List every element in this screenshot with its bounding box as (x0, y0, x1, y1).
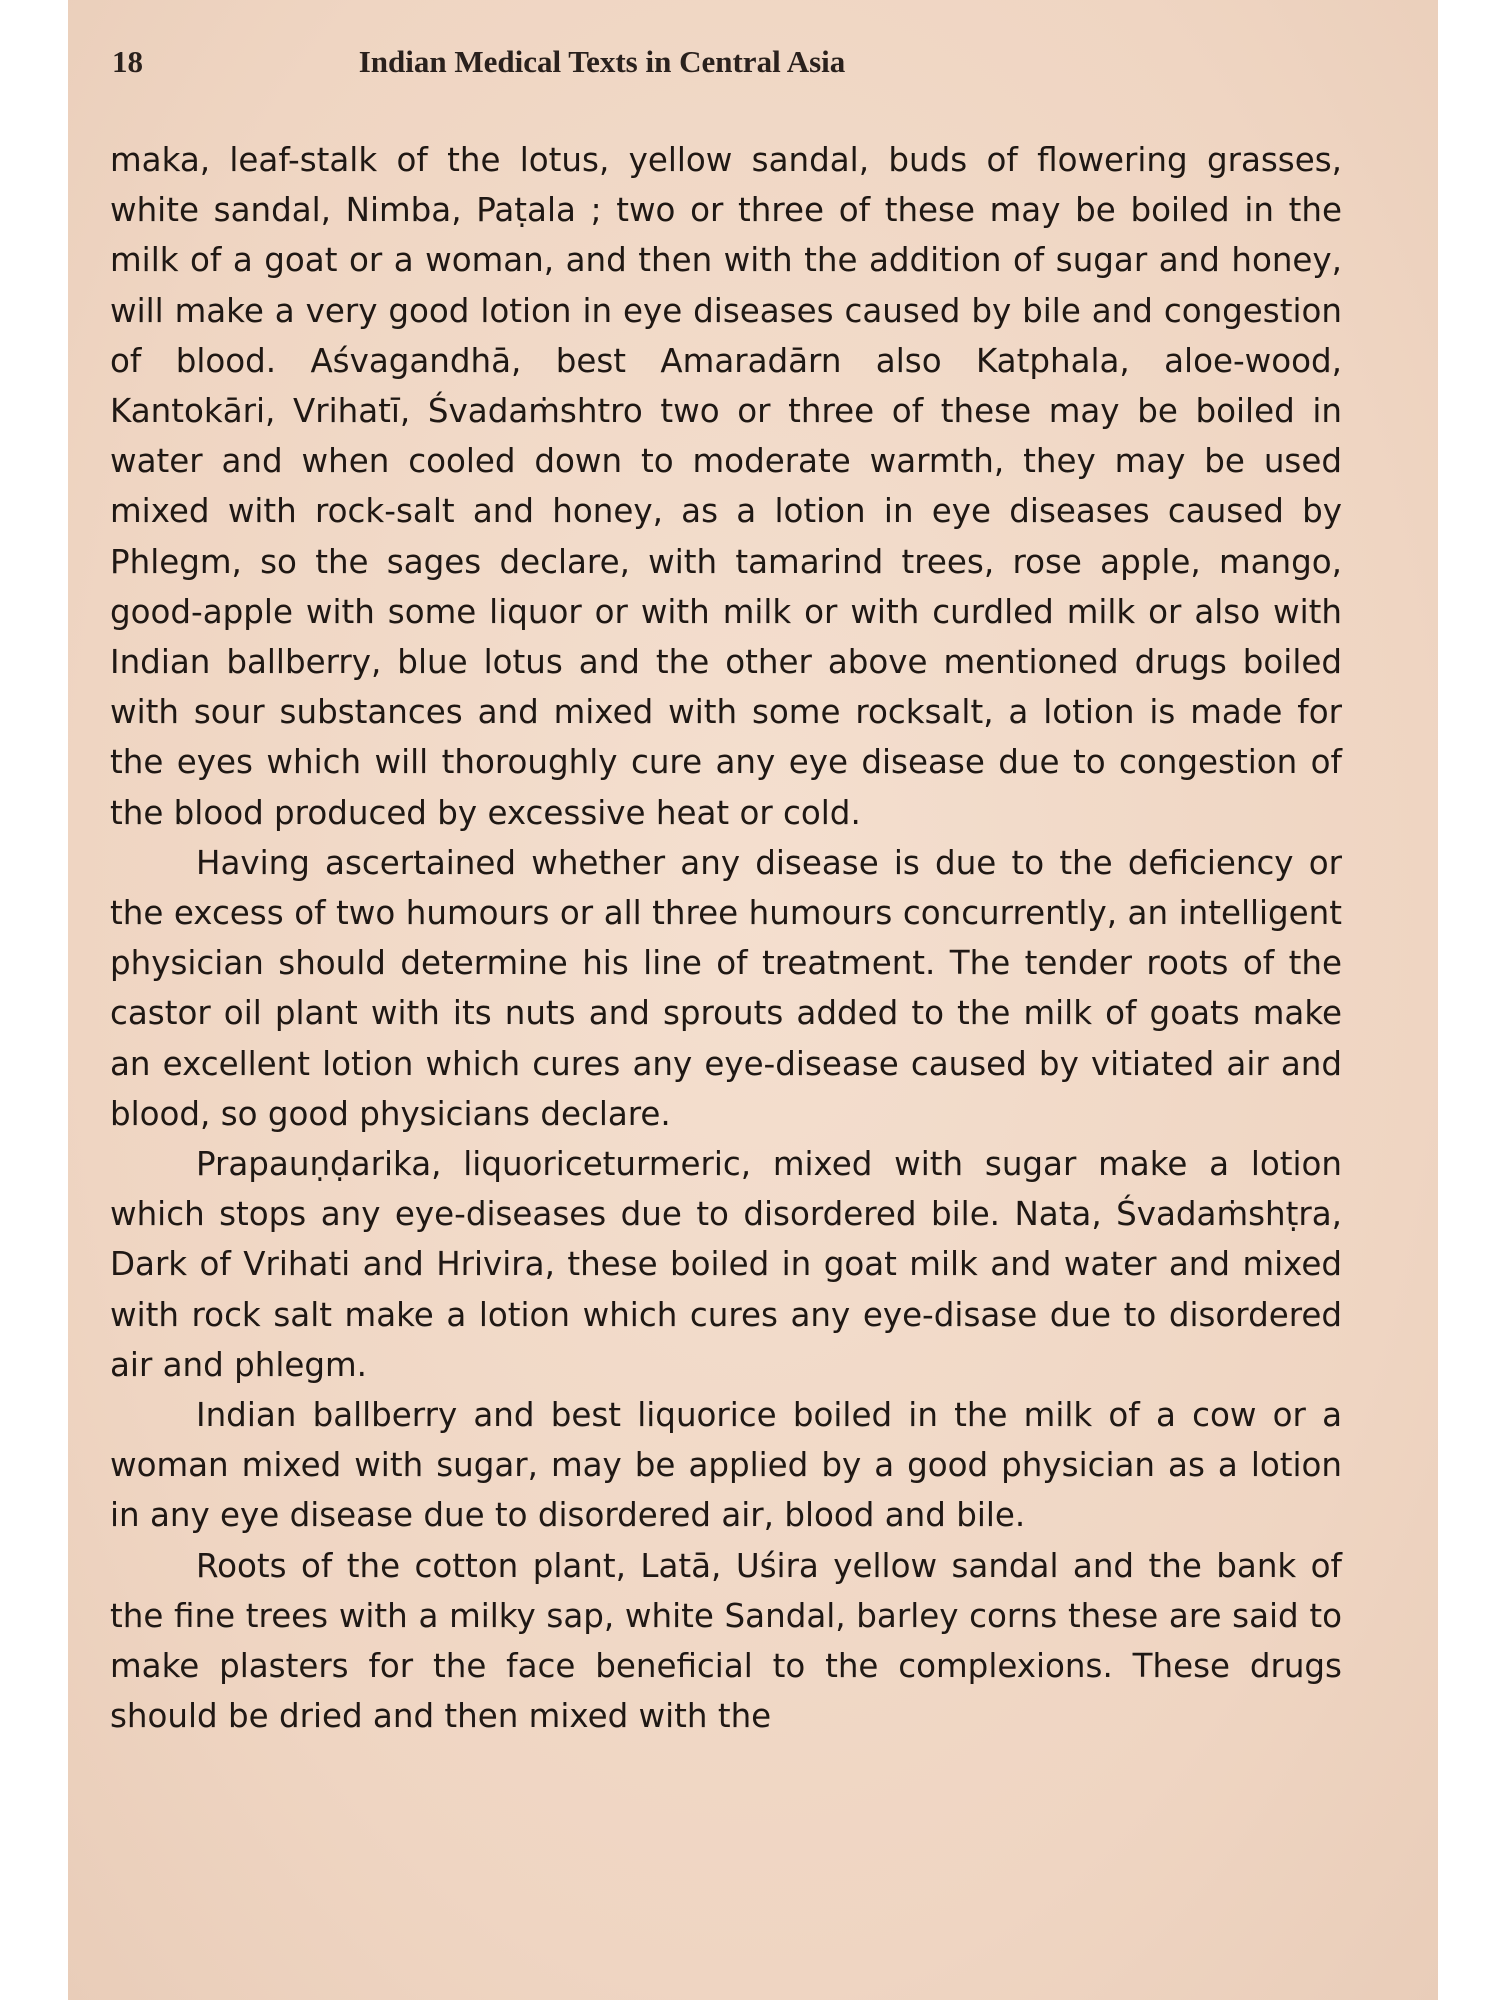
page-header (112, 44, 1092, 84)
book-page (68, 0, 1438, 2000)
body-text (110, 135, 1342, 1742)
paragraph-5: Roots of the cotton plant, Latā, Uśira yellow sandal and the bank of the fine trees with a milky sap, white Sandal, barley corns these are said to make plasters for the face beneficial to the complexions. These drugs should be dried and then mixed with the (110, 1546, 1342, 1736)
page-number: 18 (112, 44, 143, 79)
running-title: Indian Medical Texts in Central Asia (358, 44, 846, 79)
paragraph-4: Indian ballberry and best liquorice boiled in the milk of a cow or a woman mixed with sugar, may be applied by a good physician as a lotion in any eye disease due to disordered air, blood and bile. (110, 1396, 1342, 1535)
paragraph-2: Having ascertained whether any disease is due to the deficiency or the excess of two humours or all three humours concurrently, an intelligent physician should determine his line of treatment. The tender roots of the castor oil plant with its nuts and sprouts added to the milk of goats make an excellent lotion which cures any eye-disease caused by vitiated air and blood, so good physicians declare. (110, 843, 1342, 1133)
paragraph-3: Prapauṇḍarika, liquoriceturmeric, mixed with sugar make a lotion which stops any eye-diseases due to disordered bile. Nata, Śvadaṁshṭra, Dark of Vrihati and Hrivira, these boiled in goat milk and water and mixed with rock salt make a lotion which cures any eye-disase due to disordered air and phlegm. (110, 1145, 1342, 1384)
paragraph-1: maka, leaf-stalk of the lotus, yellow sandal, buds of flowering grasses, white sandal, Nimba, Paṭala ; two or three of these may be boiled in the milk of a goat or a woman, and then with the addition of sugar and honey, will make a very good lotion in eye diseases caused by bile and congestion of blood. Aśvagandhā, best Amaradārn also Katphala, aloe-wood, Kantokāri, Vrihatī, Śvadaṁshtro two or three of these may be boiled in water and when cooled down to moderate warmth, they may be used mixed with rock-salt and honey, as a lotion in eye diseases caused by Phlegm, so the sages declare, with tamarind trees, rose apple, mango, good-apple with some liquor or with milk or with curdled milk or also with Indian ballberry, blue lotus and the other above mentioned drugs boiled with sour substances and mixed with some rocksalt, a lotion is made for the eyes which will thoroughly cure any eye disease due to congestion of the blood produced by excessive heat or cold. (110, 141, 1342, 832)
